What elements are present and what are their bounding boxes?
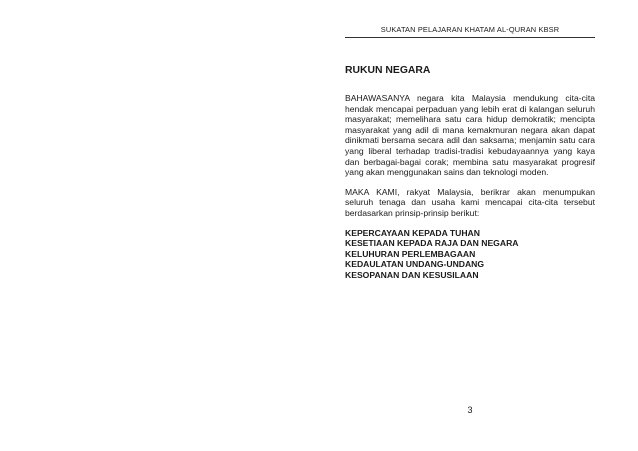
pledge-paragraph: MAKA KAMI, rakyat Malaysia, berikrar akan menumpukan seluruh tenaga dan usaha kami mencapai cita-cita tersebut berdasarkan prinsip-prinsip berikut:: [345, 186, 595, 218]
principle-item: KELUHURAN PERLEMBAGAAN: [345, 248, 476, 259]
principles-list: [345, 228, 595, 281]
principle-item: KEDAULATAN UNDANG-UNDANG: [345, 259, 485, 270]
preamble-paragraph: BAHAWASANYA negara kita Malaysia mendukung cita-cita hendak mencapai perpaduan yang lebih erat di kalangan seluruh masyarakat; memelihara satu cara hidup demokratik; mencipta masyarakat yang adil di mana kemakmuran negara akan dapat dinikmati bersama secara adil dan saksama; menjamin satu cara yang liberal terhadap tradisi-tradisi kebudayaannya yang kaya dan berbagai-bagai corak; membina satu masyarakat progresif yang akan menggunakan sains dan teknologi moden.: [345, 93, 595, 178]
running-header: SUKATAN PELAJARAN KHATAM AL-QURAN KBSR: [380, 25, 560, 34]
principle-item: KESETIAAN KEPADA RAJA DAN NEGARA: [345, 238, 519, 249]
page-content: [345, 64, 595, 281]
principle-item: KEPERCAYAAN KEPADA TUHAN: [345, 227, 480, 238]
section-title: RUKUN NEGARA: [345, 65, 431, 76]
principle-item: KESOPANAN DAN KESUSILAAN: [345, 269, 479, 280]
page-number: 3: [467, 405, 473, 415]
header-divider: [345, 37, 595, 38]
